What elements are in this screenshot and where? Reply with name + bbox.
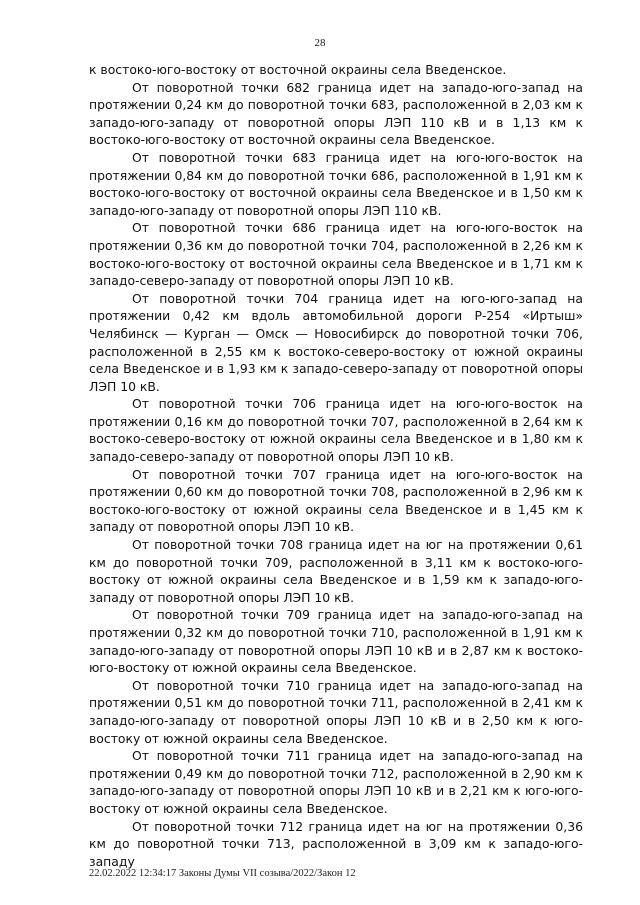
paragraph-point-704: От поворотной точки 704 граница идет на юго-юго-запад на протяжении 0,42 км вдоль автомобильной дороги Р-254 «Иртыш» Челябинск — Курган — Омск — Новосибирск до поворотной точки 706, расположенной в 2,55 км к востоко-северо-востоку от южной окраины села Введенское и в 1,93 км к западо-северо-западу от поворотной опоры ЛЭП 10 кВ.	[89, 290, 583, 394]
paragraph-point-706: От поворотной точки 706 граница идет на юго-юго-восток на протяжении 0,16 км до поворотной точки 707, расположенной в 2,64 км к востоко-северо-востоку от южной окраины села Введенское и в 1,80 км к западо-северо-западу от поворотной опоры ЛЭП 10 кВ.	[89, 396, 583, 465]
paragraph-point-712: От поворотной точки 712 граница идет на юг на протяжении 0,36 км до поворотной точки 713, расположенной в 3,09 км к западо-юго-западу	[89, 818, 583, 869]
page-footer: 22.02.2022 12:34:17 Законы Думы VII созыва/2022/Закон 12	[89, 868, 356, 879]
paragraph-point-683: От поворотной точки 683 граница идет на юго-юго-восток на протяжении 0,84 км до поворотной точки 686, расположенной в 1,91 км к востоко-юго-востоку от восточной окраины села Введенское и в 1,50 км к западо-юго-западу от поворотной опоры ЛЭП 110 кВ.	[89, 149, 583, 218]
document-body	[89, 61, 583, 870]
paragraph-point-711: От поворотной точки 711 граница идет на западо-юго-запад на протяжении 0,49 км до поворотной точки 712, расположенной в 2,90 км к западо-юго-западу от поворотной опоры ЛЭП 10 кВ и в 2,21 км к юго-юго-востоку от южной окраины села Введенское.	[89, 748, 583, 816]
paragraph-point-708: От поворотной точки 708 граница идет на юг на протяжении 0,61 км до поворотной точки 709, расположенной в 3,11 км к востоко-юго-востоку от южной окраины села Введенское и в 1,59 км к западо-юго-западу от поворотной опоры ЛЭП 10 кВ.	[89, 537, 583, 605]
paragraph-point-710: От поворотной точки 710 граница идет на западо-юго-запад на протяжении 0,51 км до поворотной точки 711, расположенной в 2,41 км к западо-юго-западу от поворотной опоры ЛЭП 10 кВ и в 2,50 км к юго-востоку от южной окраины села Введенское.	[89, 677, 583, 746]
paragraph-point-682: От поворотной точки 682 граница идет на западо-юго-запад на протяжении 0,24 км до поворотной точки 683, расположенной в 2,03 км к западо-юго-западу от поворотной опоры ЛЭП 110 кВ и в 1,13 км к востоко-юго-востоку от восточной окраины села Введенское.	[89, 79, 583, 148]
paragraph-point-707: От поворотной точки 707 граница идет на юго-юго-восток на протяжении 0,60 км до поворотной точки 708, расположенной в 2,96 км к востоко-юго-востоку от южной окраины села Введенское и в 1,45 км к западу от поворотной опоры ЛЭП 10 кВ.	[89, 466, 583, 535]
paragraph-continuation: к востоко-юго-востоку от восточной окраины села Введенское.	[89, 62, 507, 77]
paragraph-point-709: От поворотной точки 709 граница идет на западо-юго-запад на протяжении 0,32 км до поворотной точки 710, расположенной в 1,91 км к западо-юго-западу от поворотной опоры ЛЭП 10 кВ и в 2,87 км к востоко-юго-востоку от южной окраины села Введенское.	[89, 607, 583, 676]
paragraph-point-686: От поворотной точки 686 граница идет на юго-юго-восток на протяжении 0,36 км до поворотной точки 704, расположенной в 2,26 км к востоко-юго-востоку от восточной окраины села Введенское и в 1,71 км к западо-северо-западу от поворотной опоры ЛЭП 10 кВ.	[89, 220, 583, 289]
page-number: 28	[314, 37, 326, 49]
